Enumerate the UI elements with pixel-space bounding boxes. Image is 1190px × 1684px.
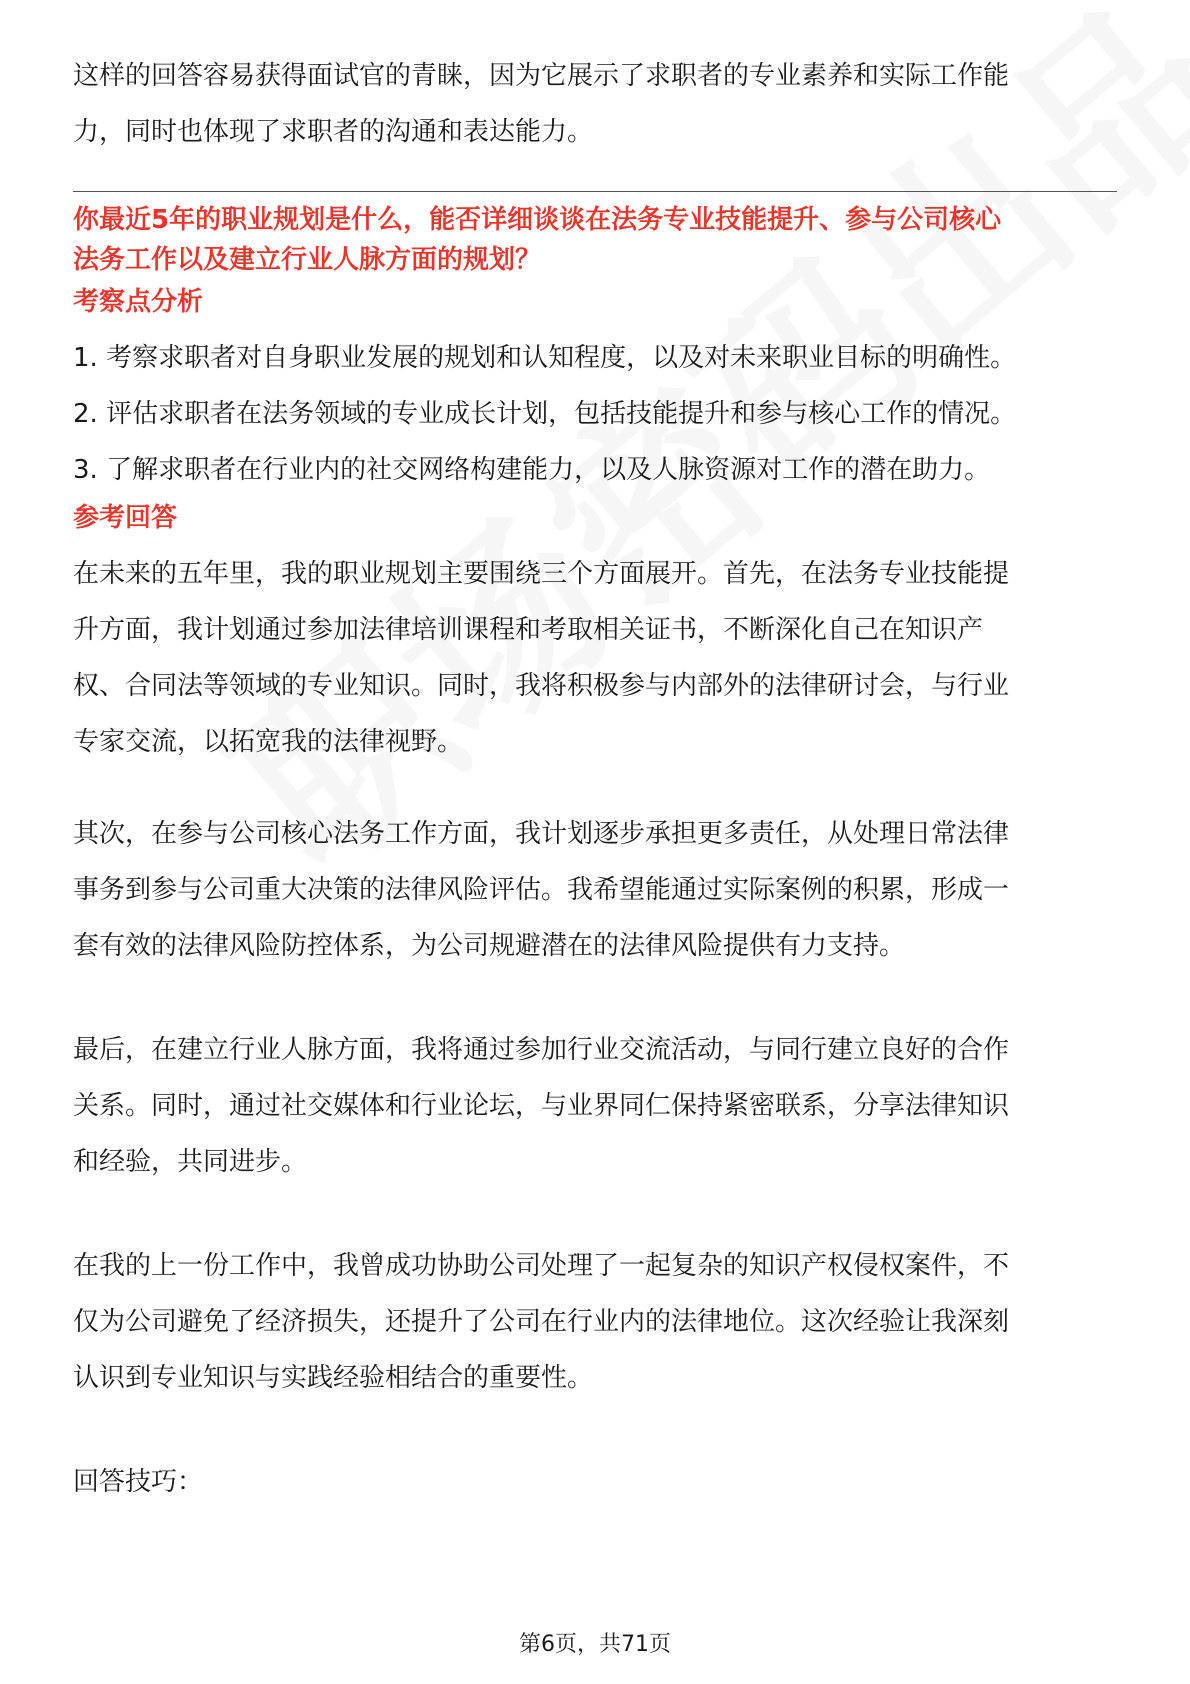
analysis-item-2: 2. 评估求职者在法务领域的专业成长计划，包括技能提升和参与核心工作的情况。 [73, 399, 1017, 429]
analysis-section [73, 274, 1117, 498]
intro-line-2: 力，同时也体现了求职者的沟通和表达能力。 [73, 117, 594, 147]
page-number: 第6页，共71页 [519, 1632, 671, 1657]
answer-section [73, 490, 1117, 770]
answer-p1-line-1: 在未来的五年里，我的职业规划主要围绕三个方面展开。首先，在法务专业技能提 [73, 559, 1010, 589]
answer-p3-line-2: 关系。同时，通过社交媒体和行业论坛，与业界同仁保持紧密联系，分享法律知识 [73, 1091, 1010, 1121]
answer-p2-line-3: 套有效的法律风险防控体系，为公司规避潜在的法律风险提供有力支持。 [73, 931, 906, 961]
question-line-2: 法务工作以及建立行业人脉方面的规划？ [73, 245, 542, 275]
intro-paragraph [73, 48, 1117, 160]
analysis-heading: 考察点分析 [73, 287, 204, 317]
question-line-1: 你最近5年的职业规划是什么，能否详细谈谈在法务专业技能提升、参与公司核心 [73, 205, 1002, 235]
intro-line-1: 这样的回答容易获得面试官的青睐，因为它展示了求职者的专业素养和实际工作能 [73, 61, 1010, 91]
answer-heading: 参考回答 [73, 503, 178, 533]
answer-p4-line-3: 认识到专业知识与实践经验相结合的重要性。 [73, 1363, 594, 1393]
answer-paragraph-2 [73, 806, 1117, 974]
tips-section [73, 1454, 1117, 1510]
answer-p1-line-2: 升方面，我计划通过参加法律培训课程和考取相关证书，不断深化自己在知识产 [73, 615, 984, 645]
answer-paragraph-3 [73, 1022, 1117, 1190]
answer-p1-line-4: 专家交流，以拓宽我的法律视野。 [73, 727, 464, 757]
question-block [73, 200, 1117, 280]
answer-p4-line-1: 在我的上一份工作中，我曾成功协助公司处理了一起复杂的知识产权侵权案件，不 [73, 1251, 1010, 1281]
answer-paragraph-1 [73, 546, 1117, 770]
answer-p3-line-1: 最后，在建立行业人脉方面，我将通过参加行业交流活动，与同行建立良好的合作 [73, 1035, 1010, 1065]
answer-p4-line-2: 仅为公司避免了经济损失，还提升了公司在行业内的法律地位。这次经验让我深刻 [73, 1307, 1010, 1337]
analysis-item-3: 3. 了解求职者在行业内的社交网络构建能力，以及人脉资源对工作的潜在助力。 [73, 455, 991, 485]
answer-paragraph-4 [73, 1238, 1117, 1406]
analysis-item-1: 1. 考察求职者对自身职业发展的规划和认知程度，以及对未来职业目标的明确性。 [73, 343, 1017, 373]
answer-p3-line-3: 和经验，共同进步。 [73, 1147, 308, 1177]
answer-p2-line-1: 其次，在参与公司核心法务工作方面，我计划逐步承担更多责任，从处理日常法律 [73, 819, 1010, 849]
answer-p2-line-2: 事务到参与公司重大决策的法律风险评估。我希望能通过实际案例的积累，形成一 [73, 875, 1010, 905]
answer-p1-line-3: 权、合同法等领域的专业知识。同时，我将积极参与内部外的法律研讨会，与行业 [73, 671, 1010, 701]
tips-heading: 回答技巧： [73, 1467, 204, 1497]
section-divider [73, 191, 1117, 192]
